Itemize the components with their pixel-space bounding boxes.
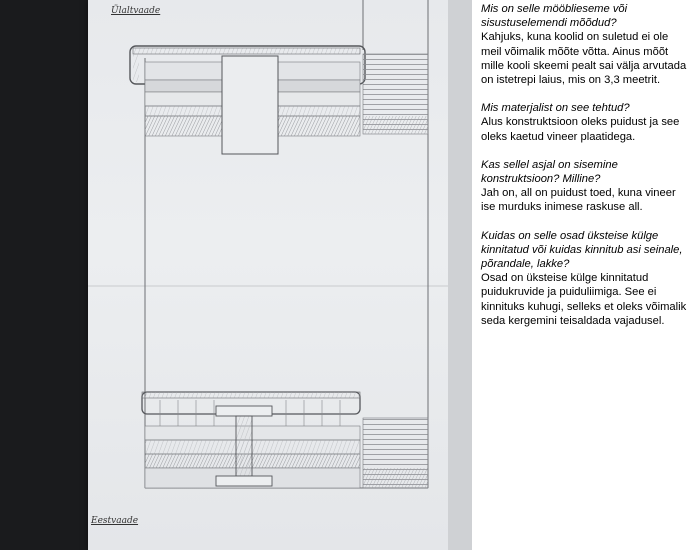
top-view-label: Ülaltvaade	[111, 6, 161, 16]
question-text: Mis materjalist on see tehtud?	[481, 102, 630, 115]
qa-block	[481, 158, 691, 215]
question-text: Mis on selle mööblieseme või sisustuselemendi mõõdud?	[481, 3, 628, 30]
front-view	[142, 392, 428, 488]
top-view	[130, 46, 428, 154]
answer-text: Osad on üksteise külge kinnitatud puidukruvide ja puiduliimiga. See ei kinnituks kuhugi, selleks et oleks võimalik seda kergemini teisaldada vajadusel.	[481, 272, 687, 327]
description-text	[481, 2, 691, 342]
front-view-label: Eestvaade	[91, 516, 139, 526]
answer-text: Kahjuks, kuna koolid on suletud ei ole meil võimalik mõõte võtta. Ainus mõõt mille kooli skeemi pealt sai välja arvutada on istetrepi laius, mis on 3,3 meetrit.	[481, 31, 687, 87]
qa-block	[481, 229, 691, 328]
answer-text: Jah on, all on puidust toed, kuna vineer ise murduks inimese raskuse all.	[481, 187, 676, 214]
answer-text: Alus konstruktsioon oleks puidust ja see oleks kaetud vineer plaatidega.	[481, 116, 680, 143]
question-text: Kas sellel asjal on sisemine konstruktsioon? Milline?	[481, 158, 618, 186]
qa-block	[481, 2, 691, 87]
question-text: Kuidas on selle osad üksteise külge kinnitatud või kuidas kinnitub asi seinale, põrandale, lakke?	[481, 229, 683, 271]
qa-block	[481, 101, 691, 144]
